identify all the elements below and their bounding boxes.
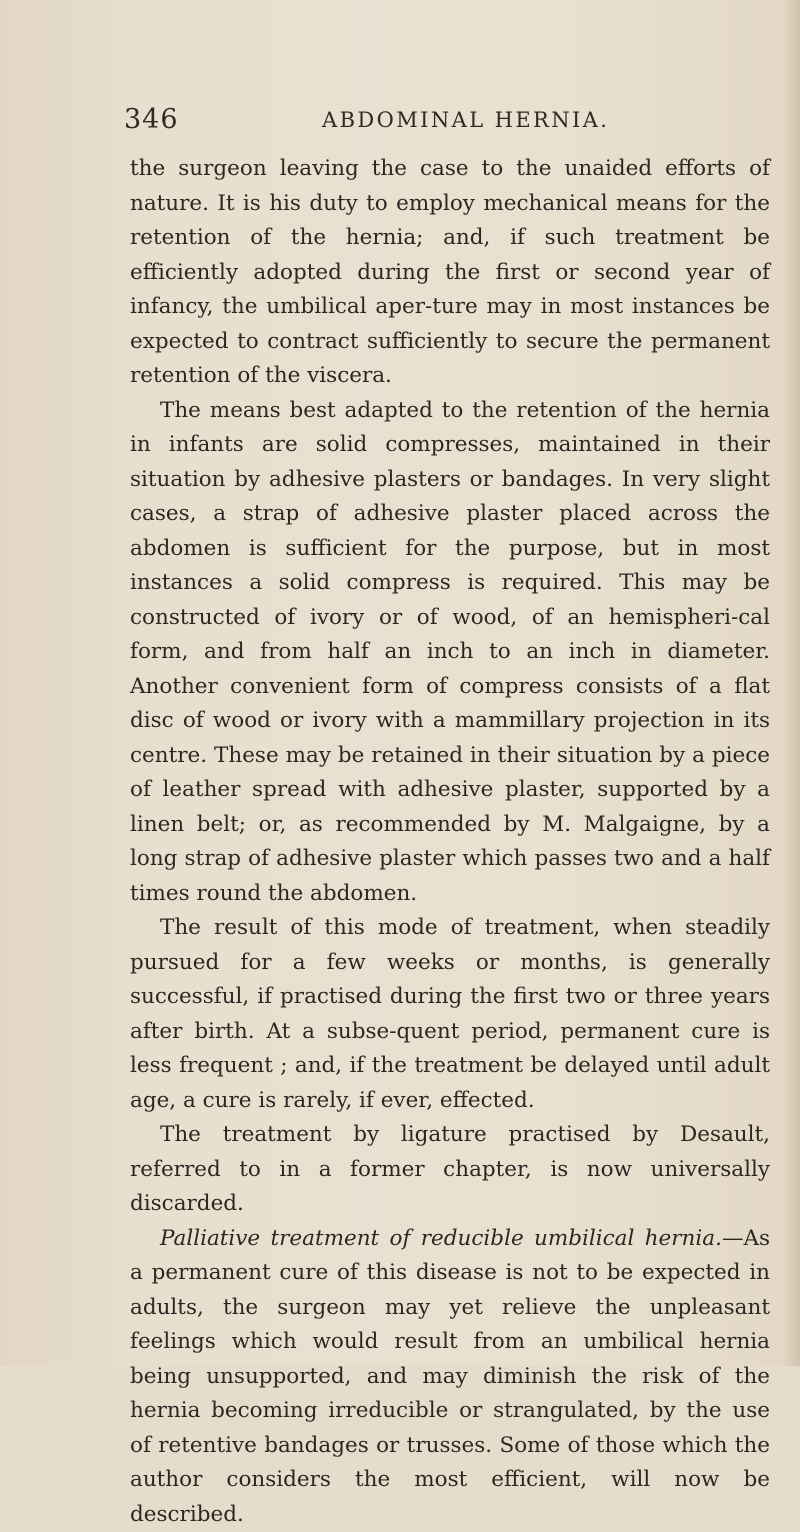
paragraph-2: The means best adapted to the retention of the hernia in infants are solid compresses, maintained in their situation by adhesive plasters or bandages. In very slight cases, a strap of adhesive plaster placed across the abdomen is sufficient for the purpose, but in most instances a solid compress is required. This may be constructed of ivory or of wood, of an hemispheri-cal form, and from half an inch to an inch in diameter. Another convenient form of compress consists of a flat disc of wood or ivory with a mammillary projection in its centre. These may be retained in their situation by a piece of leather spread with adhesive plaster, supported by a linen belt; or, as recommended by M. Malgaigne, by a long strap of adhesive plaster which passes two and a half times round the abdomen. — [130, 394, 770, 912]
paragraph-1: the surgeon leaving the case to the unaided efforts of nature. It is his duty to employ mechanical means for the retention of the hernia; and, if such treatment be efficiently adopted during the first or second year of infancy, the umbilical aper-ture may in most instances be expected to contract sufficiently to secure the permanent retention of the viscera. — [130, 152, 770, 394]
running-head — [124, 104, 764, 144]
page-number: 346 — [124, 104, 179, 135]
paragraph-4: The treatment by ligature practised by Desault, referred to in a former chapter, is now universally discarded. — [130, 1118, 770, 1222]
section-heading: Palliative treatment of reducible umbilical hernia. — [160, 1226, 722, 1251]
page-edge-shadow — [782, 0, 800, 1366]
paragraph-5-text: —As a permanent cure of this disease is not to be expected in adults, the surgeon may yet relieve the unpleasant feelings which would result from an umbilical hernia being unsupported, and may diminish the risk of the hernia becoming irreducible or strangulated, by the use of retentive bandages or trusses. Some of those which the author considers the most efficient, will now be described. — [130, 1226, 770, 1527]
running-title: ABDOMINAL HERNIA. — [322, 108, 609, 132]
paragraph-3: The result of this mode of treatment, when steadily pursued for a few weeks or months, is generally successful, if practised during the first two or three years after birth. At a subse-quent period, permanent cure is less frequent ; and, if the treatment be delayed until adult age, a cure is rarely, if ever, effected. — [130, 911, 770, 1118]
paragraph-5 — [130, 1222, 770, 1532]
body-text — [130, 152, 770, 1532]
